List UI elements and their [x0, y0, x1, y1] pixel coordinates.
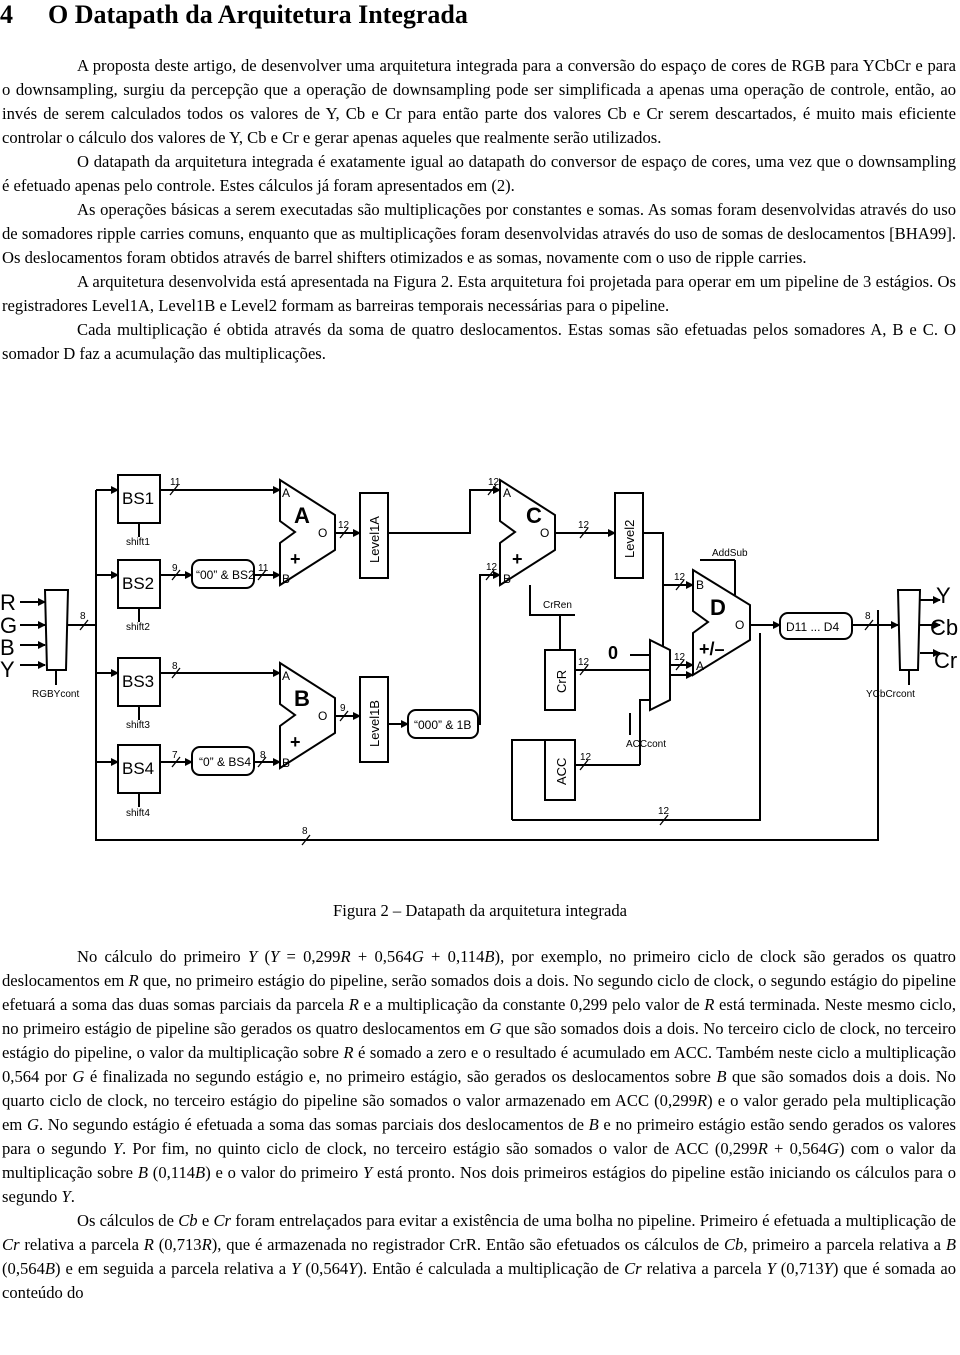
plus-sign: + — [512, 549, 523, 569]
section-title: O Datapath da Arquitetura Integrada — [48, 0, 468, 29]
bus-width: 7 — [172, 750, 178, 761]
bus-width: 9 — [172, 563, 178, 574]
plus-sign: + — [290, 732, 301, 752]
concat-0-bs4-label: “0” & BS4 — [199, 755, 252, 769]
top-text — [2, 54, 956, 366]
bus-width: 12 — [578, 520, 590, 531]
output-demux — [898, 590, 920, 670]
port-o-label: O — [735, 618, 745, 632]
paragraph: A arquitetura desenvolvida está apresentada na Figura 2. Esta arquitetura foi projetada para operar em um pipeline de 3 estágios. Os registradores Level1A, Level1B e Level2 formam as barreiras temporais necessárias para o pipeline. — [2, 272, 956, 315]
bus-width: 8 — [260, 750, 266, 761]
section-number: 4 — [0, 0, 13, 29]
input-label-g: G — [0, 613, 18, 638]
output-label-cb: Cb — [930, 615, 959, 640]
slice-d11-d4-label: D11 ... D4 — [786, 620, 840, 634]
port-o-label: O — [540, 526, 550, 540]
bus-width: 12 — [486, 562, 498, 573]
level2-label: Level2 — [622, 519, 637, 558]
shift1-label: shift1 — [126, 537, 150, 548]
paragraph: O datapath da arquitetura integrada é exatamente igual ao datapath do conversor de espaço de cores, uma vez que o downsampling é efetuado apenas pelo controle. Estes cálculos já foram apresentados em (2). — [2, 152, 956, 195]
output-label-cr: Cr — [934, 648, 958, 673]
ycbcrcont-label: YCbCrcont — [866, 689, 915, 700]
port-a-label: A — [282, 486, 291, 500]
shift2-label: shift2 — [126, 622, 150, 633]
input-label-b: B — [0, 635, 15, 660]
bus-width: 12 — [578, 657, 590, 668]
bus-width: 8 — [302, 826, 308, 837]
acc-label: ACC — [554, 757, 569, 785]
shifter-label-bs4: BS4 — [122, 759, 155, 778]
bus-width: 12 — [338, 520, 350, 531]
port-a-label: A — [696, 659, 705, 673]
datapath-figure — [0, 465, 960, 875]
shift3-label: shift3 — [126, 720, 150, 731]
bus-width: 11 — [258, 563, 269, 574]
port-b-label: B — [503, 572, 512, 586]
bus-width: 8 — [80, 611, 86, 622]
paragraph: As operações básicas a serem executadas são multiplicações por constantes e somas. As somas foram desenvolvidas através do uso de somadores ripple carries comuns, enquanto que as multiplicações foram desenvolvidas através do uso de somas de deslocamentos [BHA99]. Os deslocamentos foram obtidos através de barrel shifters otimizados e as somas, novamente com o uso de ripple carries. — [2, 200, 956, 267]
bus-width: 8 — [172, 661, 178, 672]
port-b-label: B — [282, 572, 291, 586]
bus-width: 12 — [674, 652, 686, 663]
bus-width: 9 — [340, 703, 346, 714]
paragraph: No cálculo do primeiro Y (Y = 0,299R + 0,564G + 0,114B), por exemplo, no primeiro ciclo de clock são gerados os quatro deslocamentos em R que, no primeiro estágio do pipeline, serão somados dois a dois. No segundo ciclo de clock, o segundo estágio do pipeline efetuará a soma das duas somas parciais da parcela R e a multiplicação da constante 0,299 pelo valor de R está terminada. Neste mesmo ciclo, no primeiro estágio de pipeline são gerados os quatro deslocamentos em G que são somados dois a dois. No terceiro ciclo de clock, no terceiro estágio do pipeline, o valor da multiplicação sobre R é somado a zero e o resultado é acumulado em ACC. Também neste ciclo a multiplicação 0,564 por G é finalizada no segundo estágio e, no primeiro estágio, são gerados os deslocamentos sobre B que são somados dois a dois. No quarto ciclo de clock, no terceiro estágio do pipeline são somados o valor armazenado em ACC (0,299R) e o valor gerado pela multiplicação em G. No segundo estágio é efetuada a soma das somas parciais dos deslocamentos de B e no primeiro estágio estão sendo gerados os valores para o segundo Y. Por fim, no quinto ciclo de clock, no terceiro estágio são somados o valor de ACC (0,299R + 0,564G) com o valor da multiplicação sobre B (0,114B) e o valor do primeiro Y está pronto. Nos dois primeiros estágios do pipeline estão iniciando os cálculos para o segundo Y. — [2, 947, 956, 1206]
shifter-label-bs3: BS3 — [122, 672, 155, 691]
shifter-label-bs2: BS2 — [122, 574, 155, 593]
input-label-r: R — [0, 590, 16, 615]
paragraph: Os cálculos de Cb e Cr foram entrelaçados para evitar a existência de uma bolha no pipeline. Primeiro é efetuada a multiplicação de Cr relativa a parcela R (0,713R), que é armazenada no registrador CrR. Então são efetuados os cálculos de Cb, primeiro a parcela relativa a B (0,564B) e em seguida a parcela relativa a Y (0,564Y). Então é calculada a multiplicação de Cr relativa a parcela Y (0,713Y) que é somada ao conteúdo do — [2, 1211, 957, 1302]
figure-caption: Figura 2 – Datapath da arquitetura integrada — [333, 901, 627, 920]
paragraph: Cada multiplicação é obtida através da soma de quatro deslocamentos. Estas somas são efetuadas pelos somadores A, B e C. O somador D faz a acumulação das multiplicações. — [2, 320, 956, 363]
bus-width: 8 — [865, 611, 871, 622]
datapath-diagram — [0, 465, 960, 875]
zero-constant: 0 — [608, 643, 619, 663]
level1a-label: Level1A — [367, 516, 382, 563]
port-a-label: A — [282, 669, 291, 683]
shifter-label-bs1: BS1 — [122, 489, 155, 508]
input-mux — [45, 590, 68, 670]
output-label-y: Y — [936, 583, 951, 608]
d-input-mux — [650, 640, 670, 710]
acccont-label: ACCcont — [626, 739, 667, 750]
plusminus-sign: +/– — [699, 639, 725, 659]
addsub-label: AddSub — [712, 548, 748, 559]
bus-width: 12 — [674, 572, 686, 583]
concat-000-1b-label: “000” & 1B — [414, 718, 472, 732]
adder-a-label: A — [294, 503, 310, 528]
port-b-label: B — [696, 578, 705, 592]
adder-c-label: C — [526, 503, 542, 528]
shift4-label: shift4 — [126, 808, 150, 819]
level1b-label: Level1B — [367, 700, 382, 747]
port-a-label: A — [503, 486, 512, 500]
bus-width: 12 — [580, 752, 592, 763]
rgbycont-label: RGBYcont — [32, 689, 80, 700]
crren-label: CrRen — [543, 600, 572, 611]
bus-width: 12 — [658, 806, 670, 817]
plus-sign: + — [290, 549, 301, 569]
crr-label: CrR — [554, 669, 569, 693]
port-o-label: O — [318, 709, 328, 723]
port-b-label: B — [282, 756, 291, 770]
bus-width: 12 — [488, 477, 500, 488]
bottom-text — [2, 945, 956, 1305]
concat-00-bs2-label: “00” & BS2 — [196, 568, 255, 582]
adder-b-label: B — [294, 686, 310, 711]
port-o-label: O — [318, 526, 328, 540]
paragraph: A proposta deste artigo, de desenvolver uma arquitetura integrada para a conversão do espaço de cores de RGB para YCbCr e para o downsampling, surgiu da percepção que a operação de downsampling pode ser simplificada a apenas uma operação de controle, então, ao invés de serem calculados todos os valores de Y, Cb e Cr para então parte dos valores Cb e Cr serem descartados, é muito mais eficiente controlar o cálculo dos valores de Y, Cb e Cr e gerar apenas aqueles que realmente serão utilizados. — [2, 56, 956, 147]
section-heading — [0, 0, 468, 30]
bus-width: 11 — [170, 477, 181, 488]
adder-d-label: D — [710, 595, 726, 620]
input-label-y: Y — [0, 657, 15, 682]
